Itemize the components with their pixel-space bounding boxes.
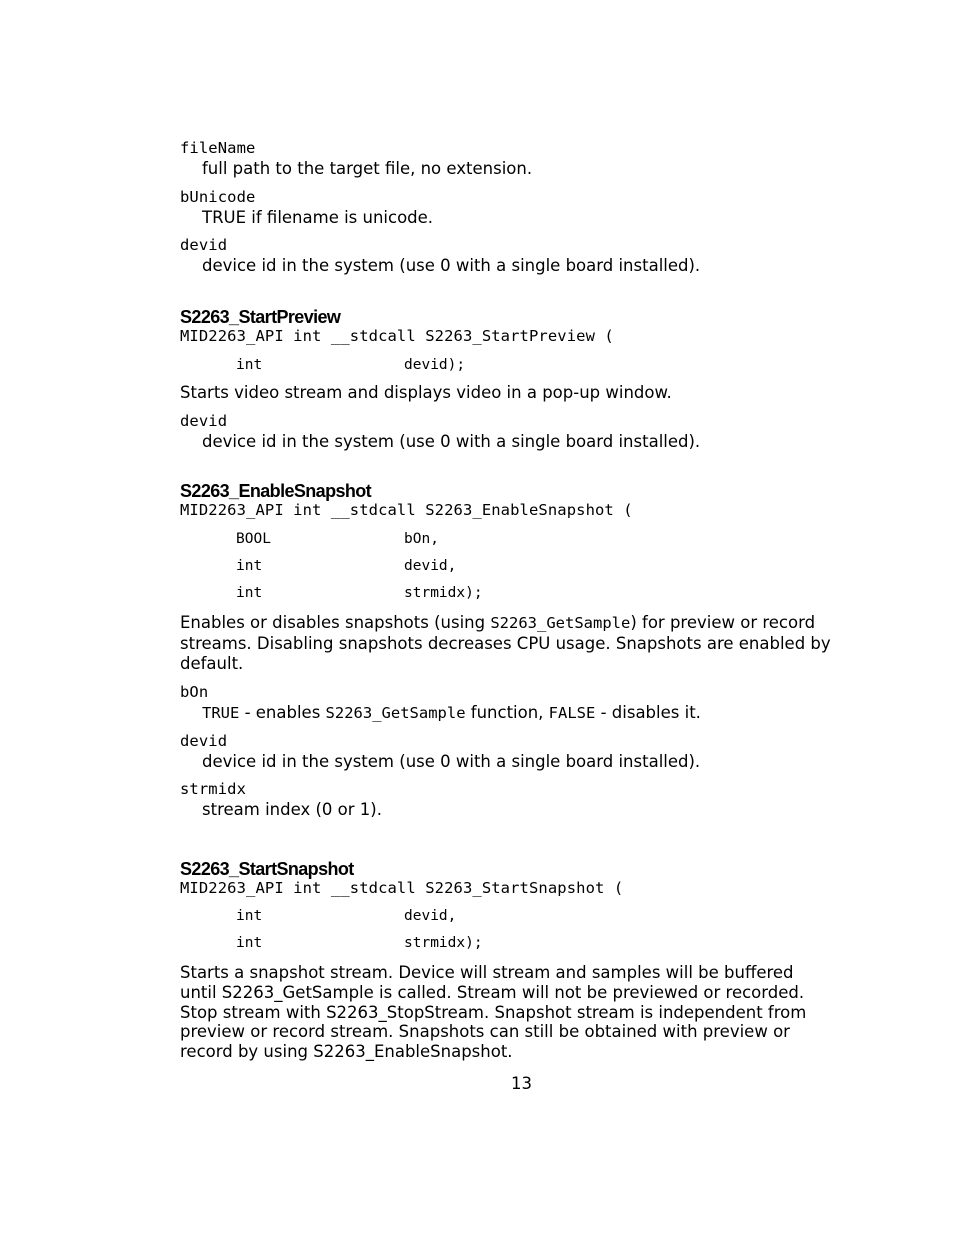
arg-name: bOn, [404,531,439,547]
arg-name: strmidx); [404,935,483,951]
function-description-line [180,613,815,632]
function-description: Starts video stream and displays video in a pop-up window. [180,383,672,402]
function-description-line: until S2263_GetSample is called. Stream will not be previewed or recorded. [180,983,805,1002]
arg-name: devid, [404,908,457,924]
param-name: bUnicode [180,188,256,206]
inline-code: FALSE [548,704,596,722]
function-description-line: streams. Disabling snapshots decreases CPU usage. Snapshots are enabled by [180,634,831,653]
param-name: bOn [180,683,209,701]
param-name: fileName [180,139,256,157]
function-description-line: Stop stream with S2263_StopStream. Snapshot stream is independent from [180,1003,807,1022]
function-description-line: default. [180,654,244,673]
inline-code: TRUE [202,704,240,722]
desc-text: - disables it. [595,703,701,722]
param-name: devid [180,732,228,750]
arg-name: devid, [404,558,457,574]
function-signature: MID2263_API int __stdcall S2263_StartPreview ( [180,327,614,345]
page-number: 13 [511,1074,532,1093]
function-signature: MID2263_API int __stdcall S2263_StartSnapshot ( [180,879,624,897]
desc-text: Enables or disables snapshots (using [180,613,491,632]
param-desc [202,703,701,722]
param-desc: full path to the target file, no extension. [202,159,533,178]
section-heading: S2263_StartSnapshot [180,859,354,879]
function-description-line: Starts a snapshot stream. Device will stream and samples will be buffered [180,963,794,982]
arg-type: int [236,585,263,601]
desc-text: ) for preview or record [630,613,816,632]
param-desc: device id in the system (use 0 with a single board installed). [202,432,701,451]
section-heading: S2263_StartPreview [180,307,341,327]
param-desc: device id in the system (use 0 with a single board installed). [202,256,701,275]
param-name: devid [180,236,228,254]
param-name: strmidx [180,780,247,798]
desc-text: - enables [239,703,326,722]
function-description-line: record by using S2263_EnableSnapshot. [180,1042,513,1061]
arg-type: BOOL [236,531,271,547]
param-name: devid [180,412,228,430]
arg-type: int [236,558,263,574]
arg-type: int [236,357,263,373]
inline-code: S2263_GetSample [490,614,631,632]
arg-name: devid); [404,357,466,373]
function-description-line: preview or record stream. Snapshots can still be obtained with preview or [180,1022,790,1041]
param-desc: stream index (0 or 1). [202,800,382,819]
param-desc: TRUE if filename is unicode. [202,208,434,227]
inline-code: S2263_GetSample [325,704,466,722]
arg-type: int [236,908,263,924]
arg-name: strmidx); [404,585,483,601]
desc-text: function, [465,703,549,722]
arg-type: int [236,935,263,951]
section-heading: S2263_EnableSnapshot [180,481,372,501]
function-signature: MID2263_API int __stdcall S2263_EnableSnapshot ( [180,501,633,519]
param-desc: device id in the system (use 0 with a single board installed). [202,752,701,771]
